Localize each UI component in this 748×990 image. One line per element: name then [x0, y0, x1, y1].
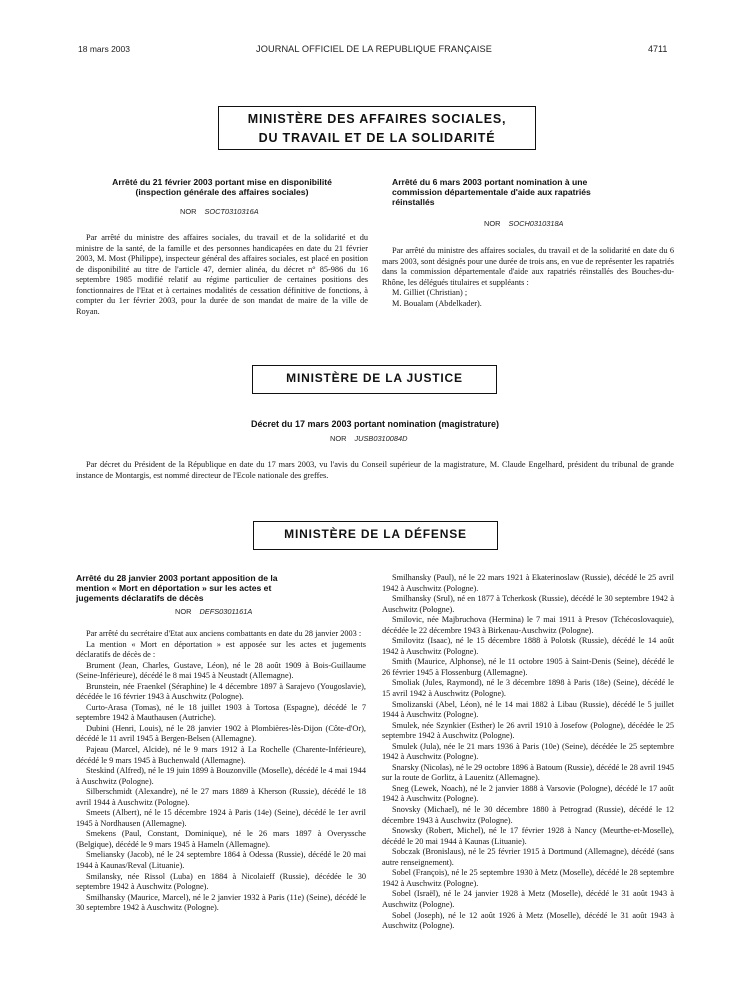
article-title-deportation — [76, 573, 368, 603]
nor-reference — [175, 607, 252, 616]
nor-label: NOR — [175, 607, 192, 616]
ministry-heading-social-affairs — [218, 106, 536, 150]
article-title-line3: réinstallés — [392, 197, 435, 207]
deportation-entry: Smilhansky (Srul), né en 1877 à Tcherkosk (Russie), décédé le 30 septembre 1942 à Auschwitz (Pologne). — [382, 594, 674, 614]
article-title-line2: mention « Mort en déportation » sur les actes et — [76, 583, 272, 593]
deportation-entry: Brument (Jean, Charles, Gustave, Léon), né le 28 août 1909 à Bois-Guillaume (Seine-Inférieure), décédé le 8 mai 1945 à Neustadt (Allemagne). — [76, 660, 366, 681]
deportation-list-right — [382, 573, 674, 932]
article-mention: La mention « Mort en déportation » est apposée sur les actes et jugements déclaratifs de décès de : — [76, 639, 366, 660]
nor-reference — [330, 434, 407, 443]
article-paragraph: Par arrêté du ministre des affaires sociales, du travail et de la solidarité et du ministre de la santé, de la famille et des personnes handicapées en date du 21 février 2003, M. Most (Philippe), inspecteur général des affaires sociales, est placé en position de disponibilité au titre de l'article 47, dernier alinéa, du décret n° 85-986 du 16 septembre 1985 modifié relatif au régime particulier de certaines positions des fonctionnaires de l'Etat et à certaines modalités de cessation définitive de fonctions, à compter du 1er février 2003, pour la durée de son mandat de maire de la ville de Royan. — [76, 233, 368, 316]
deportation-entry: Brunstein, née Fraenkel (Séraphine) le 4 décembre 1897 à Sarajevo (Yougoslavie), décédée le 16 février 1943 à Auschwitz (Pologne). — [76, 681, 366, 702]
entry-list — [76, 661, 366, 914]
deportation-entry: Sobel (Joseph), né le 12 août 1926 à Metz (Moselle), décédé le 31 août 1943 à Auschwitz (Pologne). — [382, 910, 674, 931]
article-title-line1: Arrêté du 6 mars 2003 portant nomination à une — [392, 177, 588, 187]
deportation-entry: Snowsky (Robert, Michel), né le 17 février 1928 à Nancy (Meurthe-et-Moselle), décédé le 20 mai 1944 à Kaunas (Lituanie). — [382, 826, 674, 846]
nor-label: NOR — [180, 207, 197, 216]
deportation-entry: Snovsky (Michael), né le 30 décembre 1880 à Petrograd (Russie), décédé le 12 décembre 1943 à Auschwitz (Pologne). — [382, 805, 674, 825]
article-title-line2: (inspection générale des affaires sociales) — [135, 187, 309, 197]
deportation-entry: Silberschmidt (Alexandre), né le 27 mars 1889 à Kherson (Russie), décédé le 18 avril 1944 à Auschwitz (Pologne). — [76, 787, 366, 807]
deportation-entry: Dubini (Henri, Louis), né le 28 janvier 1902 à Plombières-lès-Dijon (Côte-d'Or), décédé le 11 avril 1945 à Bergen-Belsen (Allemagne). — [76, 723, 366, 744]
deportation-entry: Smilhansky (Paul), né le 22 mars 1921 à Ekaterinoslaw (Russie), décédé le 25 avril 1942 à Auschwitz (Pologne). — [382, 573, 674, 593]
article-title-line2: commission départementale d'aide aux rapatriés — [392, 187, 591, 197]
deportation-entry: Sobel (François), né le 25 septembre 1930 à Metz (Moselle), décédé le 28 septembre 1942 à Auschwitz (Pologne). — [382, 868, 674, 888]
article-intro: Par arrêté du secrétaire d'Etat aux anciens combattants en date du 28 janvier 2003 : — [86, 629, 362, 638]
deportation-list-left — [76, 629, 366, 914]
article-title-line1: Arrêté du 28 janvier 2003 portant apposition de la — [76, 573, 278, 583]
deportation-entry: Smilovitz (Isaac), né le 15 décembre 1888 à Polotsk (Russie), décédé le 14 août 1942 à Auschwitz (Pologne). — [382, 636, 674, 656]
member-entry: M. Gilliet (Christian) ; — [392, 288, 468, 298]
page-number: 4711 — [648, 44, 668, 54]
deportation-entry: Sobczak (Bronislaus), né le 25 février 1915 à Dortmund (Allemagne), décédé (sans autre renseignement). — [382, 847, 674, 867]
header-title: JOURNAL OFFICIEL DE LA REPUBLIQUE FRANÇAISE — [256, 44, 492, 54]
deportation-entry: Smilovic, née Majbruchova (Hermina) le 7 mai 1911 à Presov (Tchécoslovaquie), décédée le 22 décembre 1943 à Birkenau-Auschwitz (Pologne). — [382, 615, 674, 635]
nor-label: NOR — [330, 434, 347, 443]
deportation-entry: Smoliak (Jules, Raymond), né le 3 décembre 1898 à Paris (18e) (Seine), décédé le 15 avril 1942 à Auschwitz (Pologne). — [382, 678, 674, 699]
ministry-heading-defense: MINISTÈRE DE LA DÉFENSE — [253, 521, 498, 550]
article-title-disponibilite — [76, 177, 368, 197]
nor-reference — [484, 219, 564, 228]
deportation-entry: Smeets (Albert), né le 15 décembre 1924 à Paris (14e) (Seine), décédé le 1er avril 1945 à Nordhausen (Allemagne). — [76, 808, 366, 828]
article-title-rapatries — [392, 177, 662, 207]
nor-reference — [180, 207, 259, 216]
nor-code: JUSB0310084D — [354, 434, 408, 443]
header-date: 18 mars 2003 — [78, 44, 130, 54]
article-body-rapatries — [382, 246, 674, 309]
article-body-disponibilite — [76, 233, 368, 317]
deportation-entry: Smeliansky (Jacob), né le 24 septembre 1864 à Odessa (Russie), décédé le 20 mai 1944 à Kaunas/Reval (Lituanie). — [76, 850, 366, 871]
article-title-line3: jugements déclaratifs de décès — [76, 593, 204, 603]
nor-code: SOCH0310318A — [508, 219, 564, 228]
ministry-heading-line1: MINISTÈRE DES AFFAIRES SOCIALES, — [247, 112, 507, 126]
member-entry: M. Boualam (Abdelkader). — [392, 298, 482, 308]
deportation-entry: Smith (Maurice, Alphonse), né le 11 octobre 1905 à Saint-Denis (Seine), décédé le 26 février 1945 à Flossenburg (Allemagne). — [382, 657, 674, 677]
ministry-heading-line2: DU TRAVAIL ET DE LA SOLIDARITÉ — [258, 131, 496, 145]
article-title-magistrature: Décret du 17 mars 2003 portant nomination (magistrature) — [250, 419, 500, 429]
deportation-entry: Smekens (Paul, Constant, Dominique), né le 26 mars 1897 à Overyssche (Belgique), décédé le 9 mars 1945 à Hameln (Allemagne). — [76, 829, 366, 849]
article-paragraph: Par arrêté du ministre des affaires sociales, du travail et de la solidarité en date du 6 mars 2003, sont désignés pour une durée de trois ans, en vue de représenter les rapatriés dans la commission départementale d'aide aux rapatriés réinstallés des Bouches-du-Rhône, les délégués titulaires et suppléants : — [382, 246, 674, 287]
ministry-heading-justice: MINISTÈRE DE LA JUSTICE — [252, 365, 497, 394]
deportation-entry: Pajeau (Marcel, Alcide), né le 9 mars 1912 à La Rochelle (Charente-Inférieure), décédé le 9 mars 1945 à Buchenwald (Allemagne). — [76, 745, 366, 765]
nor-code: SOCT0310316A — [204, 207, 259, 216]
nor-code: DEFS0301161A — [199, 607, 253, 616]
deportation-entry: Smulek (Jula), née le 21 mars 1936 à Paris (10e) (Seine), décédée le 25 septembre 1942 à Auschwitz (Pologne). — [382, 741, 674, 762]
deportation-entry: Smilansky, née Rissol (Luba) en 1884 à Nicolaieff (Russie), décédée le 30 septembre 1942 à Auschwitz (Pologne). — [76, 871, 366, 892]
deportation-entry: Sobel (Israël), né le 24 janvier 1928 à Metz (Moselle), décédé le 31 août 1943 à Auschwitz (Pologne). — [382, 889, 674, 909]
deportation-entry: Snarsky (Nicolas), né le 29 octobre 1896 à Batoum (Russie), décédé le 28 avril 1945 sur la route de Gorlitz, à Lauenitz (Allemagne). — [382, 762, 674, 783]
article-title-line1: Arrêté du 21 février 2003 portant mise en disponibilité — [112, 177, 332, 187]
entry-list — [382, 573, 674, 932]
article-body-magistrature — [76, 460, 674, 481]
article-paragraph: Par décret du Président de la République en date du 17 mars 2003, vu l'avis du Conseil supérieur de la magistrature, M. Claude Engelhard, président du tribunal de grande instance de Montargis, est nommé directeur de l'Ecole nationale des greffes. — [76, 460, 674, 480]
deportation-entry: Curto-Arasa (Tomas), né le 18 juillet 1903 à Tortosa (Espagne), décédé le 7 septembre 1942 à Mauthausen (Autriche). — [76, 702, 366, 723]
deportation-entry: Smilhansky (Maurice, Marcel), né le 2 janvier 1932 à Paris (11e) (Seine), décédé le 30 septembre 1942 à Auschwitz (Pologne). — [76, 892, 366, 913]
deportation-entry: Sneg (Lewek, Noach), né le 2 janvier 1888 à Varsovie (Pologne), décédé le 17 août 1942 à Auschwitz (Pologne). — [382, 783, 674, 804]
nor-label: NOR — [484, 219, 501, 228]
deportation-entry: Smolizanski (Abel, Léon), né le 14 mai 1882 à Libau (Russie), décédé le 5 juillet 1944 à Auschwitz (Pologne). — [382, 699, 674, 720]
deportation-entry: Steskind (Alfred), né le 19 juin 1899 à Bouzonville (Moselle), décédé le 4 mai 1944 à Auschwitz (Pologne). — [76, 766, 366, 786]
deportation-entry: Smulek, née Szynkier (Esther) le 26 avril 1910 à Josefow (Pologne), décédée le 25 septembre 1942 à Auschwitz (Pologne). — [382, 720, 674, 741]
